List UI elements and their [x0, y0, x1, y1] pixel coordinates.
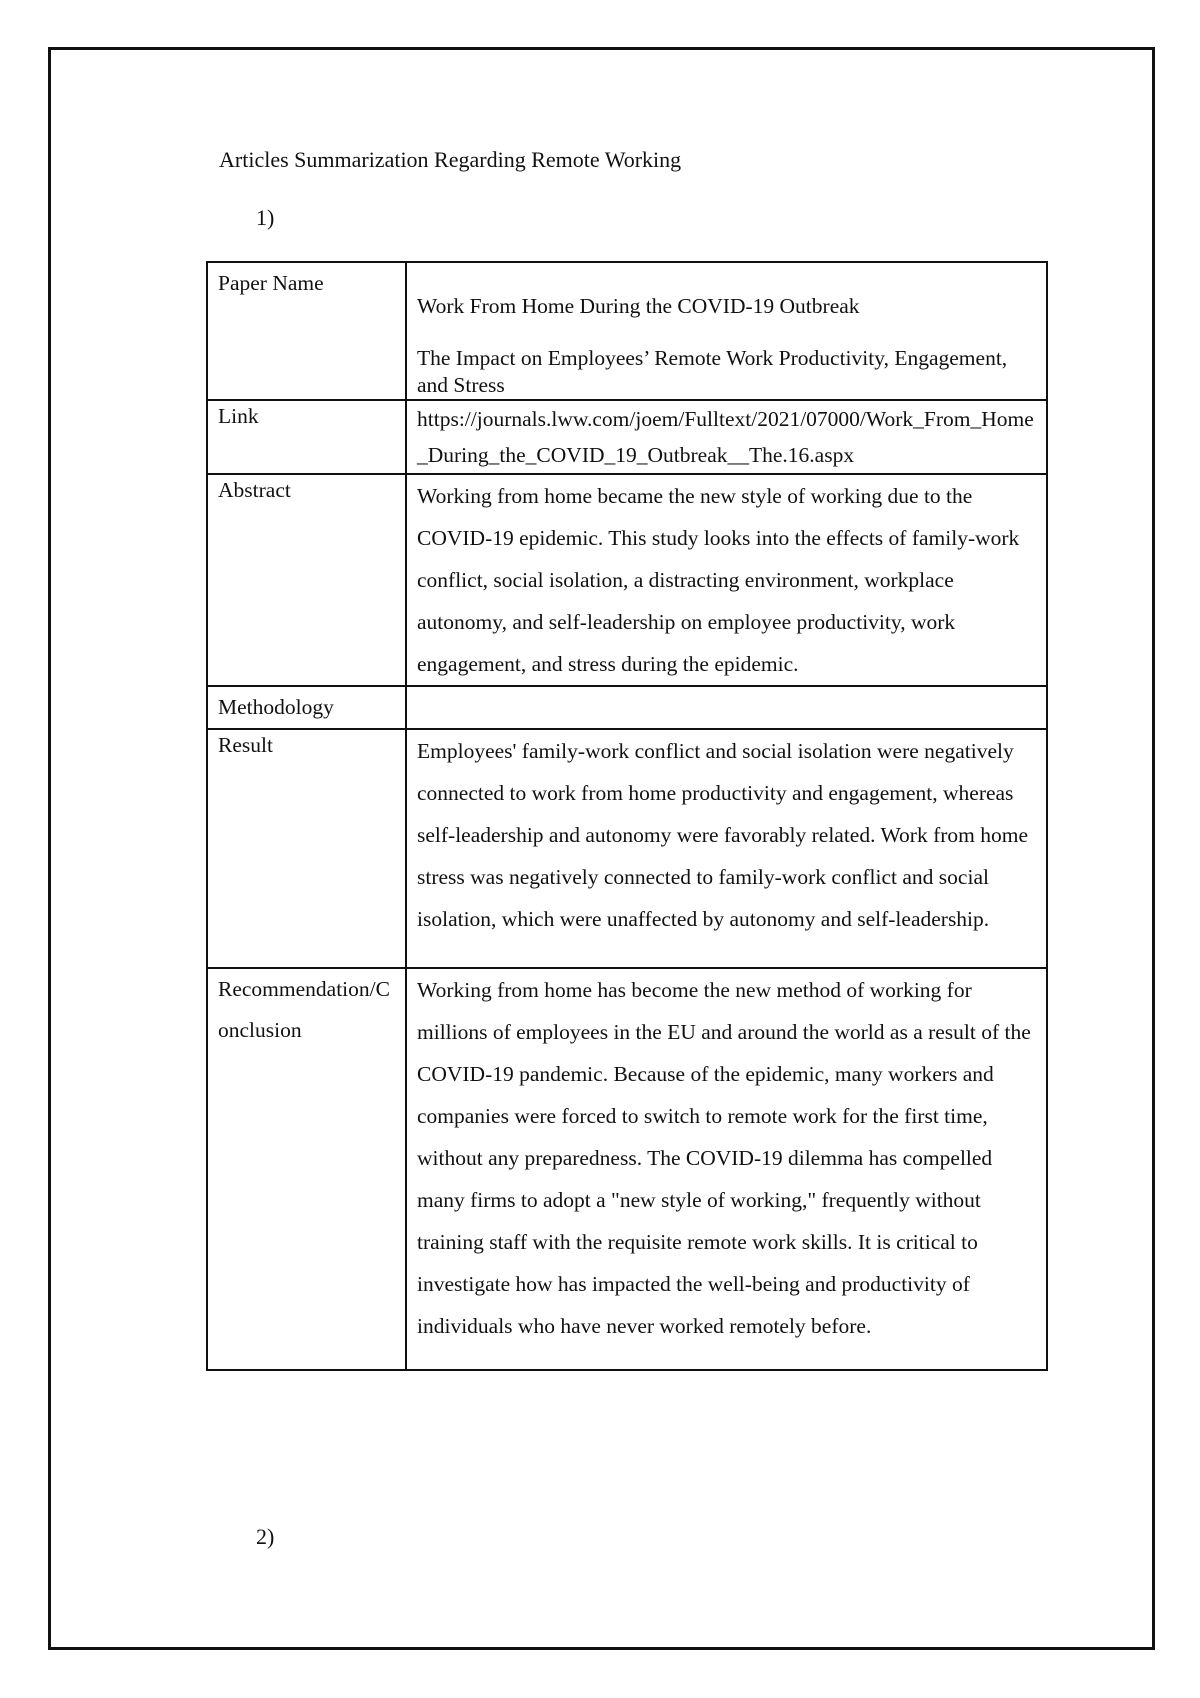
- row-value: [406, 686, 1047, 729]
- table-row: [207, 686, 1047, 729]
- item-number-1: 1): [256, 205, 275, 230]
- table-row: [207, 474, 1047, 686]
- row-label: Abstract: [207, 474, 406, 686]
- row-label: Methodology: [207, 686, 406, 729]
- item-number-2: 2): [256, 1524, 275, 1549]
- row-label: Link: [207, 400, 406, 474]
- paper-link[interactable]: https://journals.lww.com/joem/Fulltext/2021/07000/Work_From_Home_During_the_COVID_19_Outbreak__The.16.aspx: [406, 400, 1047, 474]
- table-row: [207, 968, 1047, 1370]
- paper-title-line: Work From Home During the COVID-19 Outbreak: [417, 294, 860, 318]
- row-label: Recommendation/Conclusion: [207, 968, 406, 1370]
- row-label: Result: [207, 729, 406, 968]
- table-row: [207, 729, 1047, 968]
- row-value: Employees' family-work conflict and social isolation were negatively connected to work from home productivity and engagement, whereas self-leadership and autonomy were favorably related. Work from home stress was negatively connected to family-work conflict and social isolation, which were unaffected by autonomy and self-leadership.: [406, 729, 1047, 968]
- table-row: [207, 262, 1047, 400]
- document-title: Articles Summarization Regarding Remote Working: [219, 147, 682, 172]
- row-value: Working from home became the new style of working due to the COVID-19 epidemic. This study looks into the effects of family-work conflict, social isolation, a distracting environment, workplace autonomy, and self-leadership on employee productivity, work engagement, and stress during the epidemic.: [406, 474, 1047, 686]
- table-row: [207, 400, 1047, 474]
- summary-table: [206, 261, 1048, 1371]
- row-value: Working from home has become the new method of working for millions of employees in the EU and around the world as a result of the COVID-19 pandemic. Because of the epidemic, many workers and companies were forced to switch to remote work for the first time, without any preparedness. The COVID-19 dilemma has compelled many firms to adopt a "new style of working," frequently without training staff with the requisite remote work skills. It is critical to investigate how has impacted the well-being and productivity of individuals who have never worked remotely before.: [406, 968, 1047, 1370]
- row-value: [406, 262, 1047, 400]
- paper-subtitle-line: The Impact on Employees’ Remote Work Productivity, Engagement, and Stress: [417, 346, 1008, 397]
- row-label: Paper Name: [207, 262, 406, 400]
